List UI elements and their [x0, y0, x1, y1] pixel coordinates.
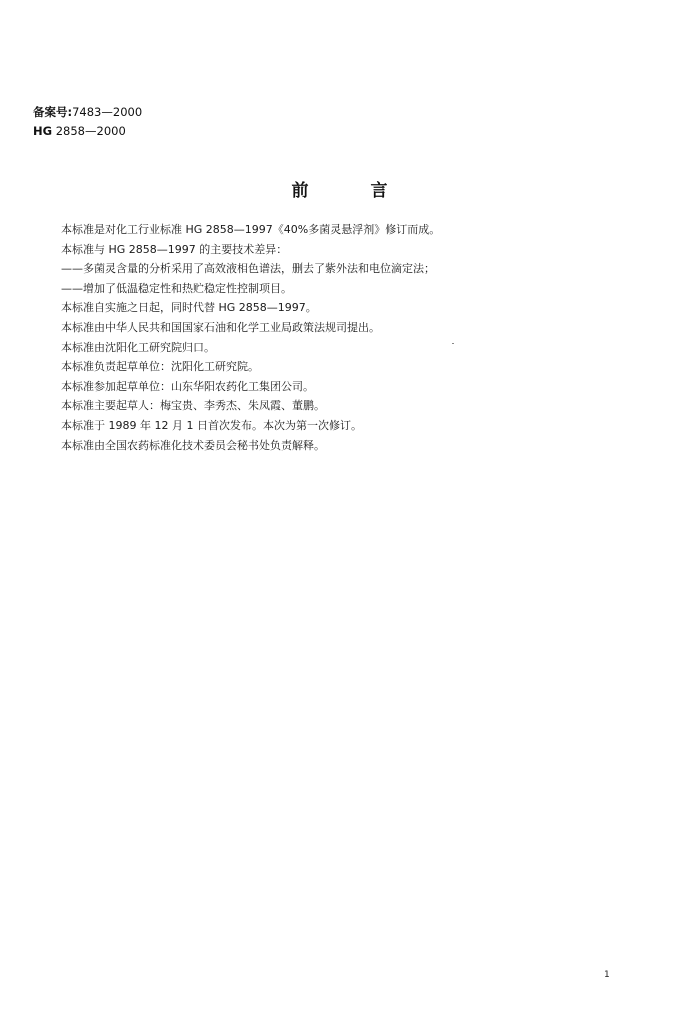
- paragraph: 本标准于 1989 年 12 月 1 日首次发布。本次为第一次修订。: [61, 418, 362, 432]
- page-number: 1: [604, 970, 610, 980]
- standard-code-prefix: HG: [33, 124, 53, 138]
- paragraph: 本标准由沈阳化工研究院归口。: [61, 340, 215, 354]
- paragraph: ——多菌灵含量的分析采用了高效液相色谱法，删去了紫外法和电位滴定法；: [61, 262, 435, 276]
- paragraph: 本标准负责起草单位：沈阳化工研究院。: [61, 360, 259, 374]
- paragraph: 本标准与 HG 2858—1997 的主要技术差异：: [61, 242, 288, 256]
- standard-code-line: [33, 122, 142, 141]
- record-number: 7483—2000: [72, 105, 143, 119]
- standard-code: 2858—2000: [52, 124, 126, 138]
- foreword-body: [61, 220, 641, 455]
- paragraph: 本标准是对化工行业标准 HG 2858—1997《40%多菌灵悬浮剂》修订而成。: [61, 223, 441, 236]
- record-label: 备案号:: [33, 105, 73, 119]
- paragraph: ——增加了低温稳定性和热贮稳定性控制项目。: [61, 281, 292, 295]
- document-header: [33, 103, 142, 141]
- paragraph: 本标准由中华人民共和国国家石油和化学工业局政策法规司提出。: [61, 320, 380, 334]
- paragraph: 本标准自实施之日起，同时代替 HG 2858—1997。: [61, 301, 317, 315]
- record-number-line: [33, 103, 142, 122]
- paragraph: 本标准参加起草单位：山东华阳农药化工集团公司。: [61, 379, 314, 393]
- paragraph: 本标准主要起草人：梅宝贵、李秀杰、朱凤霞、董鹏。: [61, 399, 325, 413]
- scan-speck: [452, 343, 454, 344]
- page-title: 前言: [291, 181, 450, 201]
- paragraph: 本标准由全国农药标准化技术委员会秘书处负责解释。: [61, 438, 325, 452]
